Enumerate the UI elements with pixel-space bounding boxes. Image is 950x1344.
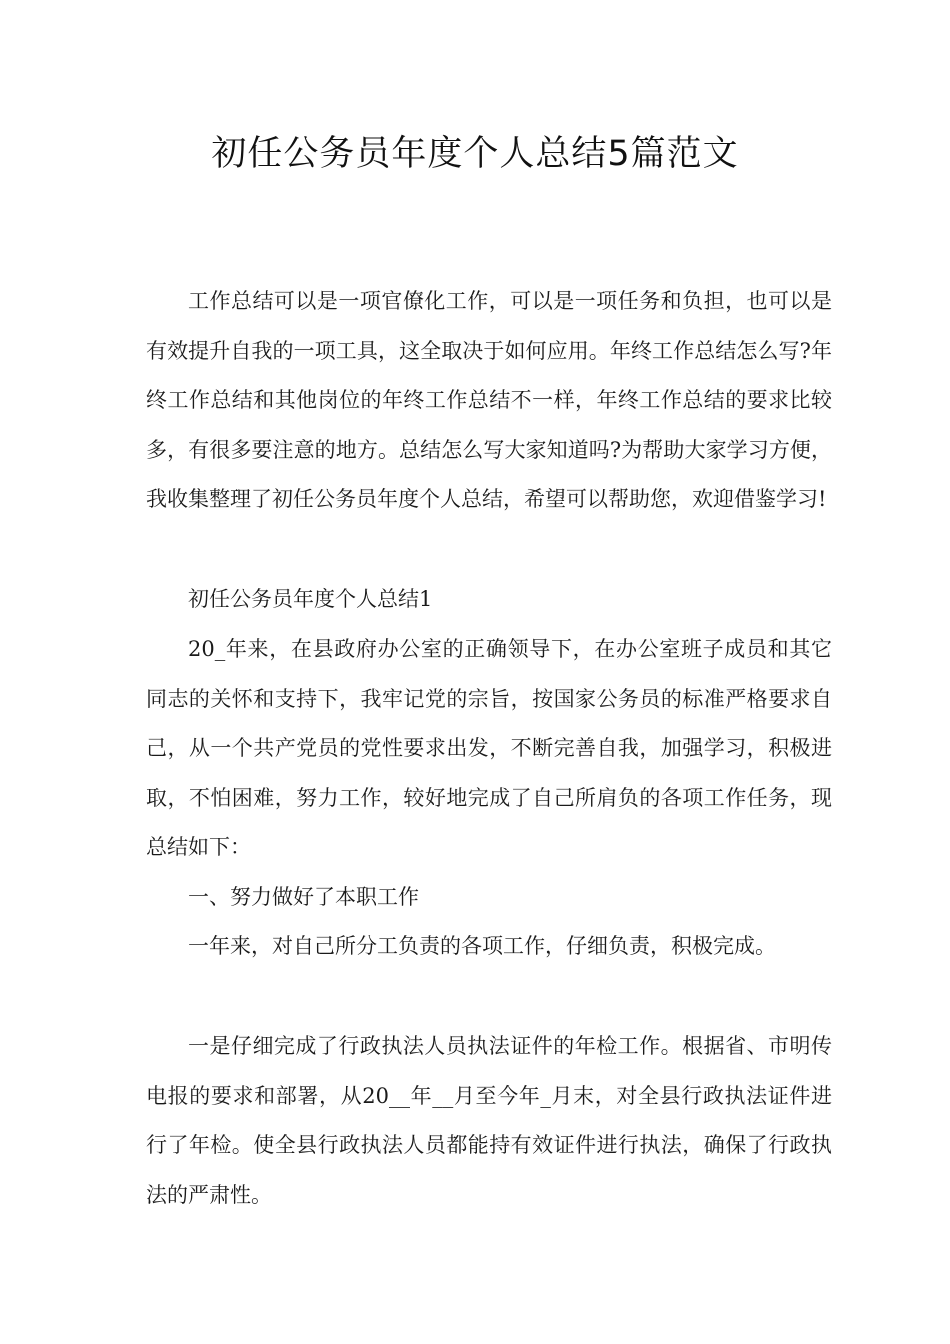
- document-title: 初任公务员年度个人总结5篇范文: [211, 134, 739, 174]
- section-heading-1: 一、努力做好了本职工作: [188, 885, 419, 909]
- body-paragraph-1: 20_年来，在县政府办公室的正确领导下，在办公室班子成员和其它同志的关怀和支持下，我牢记党的宗旨，按国家公务员的标准严格要求自己，从一个共产党员的党性要求出发，不断完善自我，加强学习，积极进取，不怕困难，努力工作，较好地完成了自己所肩负的各项工作任务，现总结如下：: [146, 637, 832, 860]
- body-paragraph-3: 一是仔细完成了行政执法人员执法证件的年检工作。根据省、市明传电报的要求和部署，从20__年__月至今年_月末，对全县行政执法证件进行了年检。使全县行政执法人员都能持有效证件进行执法，确保了行政执法的严肃性。: [146, 1034, 832, 1207]
- subtitle-paragraph: 初任公务员年度个人总结1: [188, 587, 433, 611]
- intro-paragraph: 工作总结可以是一项官僚化工作，可以是一项任务和负担，也可以是有效提升自我的一项工具，这全取决于如何应用。年终工作总结怎么写?年终工作总结和其他岗位的年终工作总结不一样，年终工作总结的要求比较多，有很多要注意的地方。总结怎么写大家知道吗?为帮助大家学习方便，我收集整理了初任公务员年度个人总结，希望可以帮助您，欢迎借鉴学习!: [146, 289, 832, 512]
- body-paragraph-2: 一年来，对自己所分工负责的各项工作，仔细负责，积极完成。: [188, 934, 776, 958]
